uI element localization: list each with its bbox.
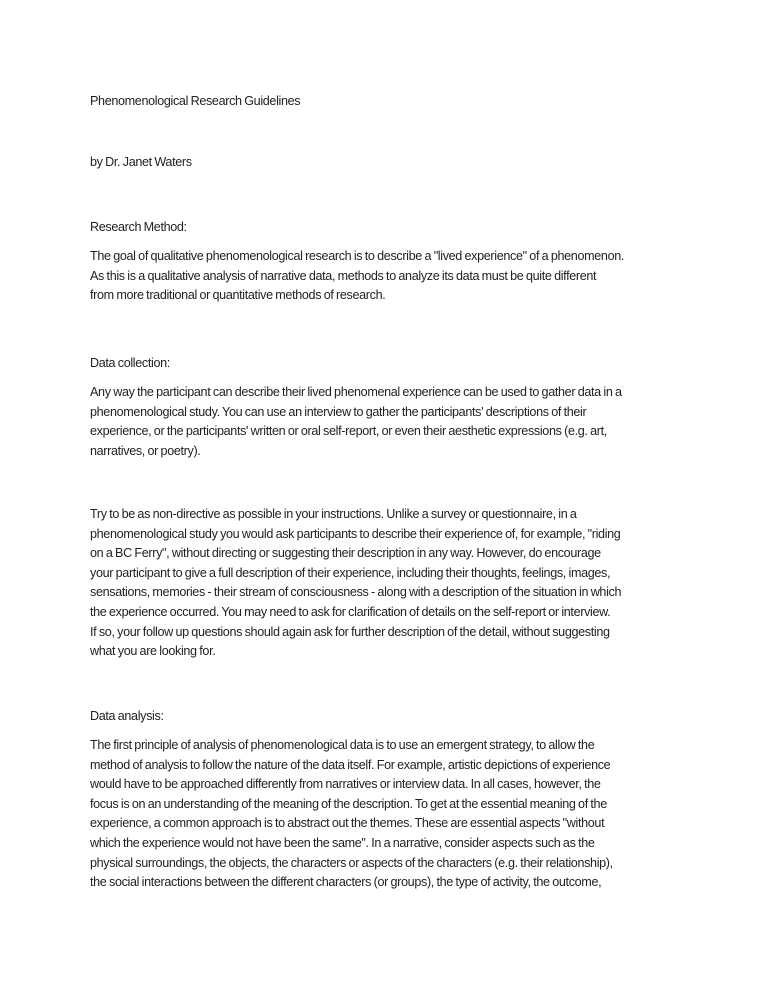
paragraph-line: The first principle of analysis of phenomenological data is to use an emergent strategy, to allow the (90, 738, 595, 752)
paragraph-line: If so, your follow up questions should again ask for further description of the detail, without suggesting (90, 624, 610, 639)
paragraph-line: The goal of qualitative phenomenological research is to describe a "lived experience" of a phenomenon. (90, 249, 625, 263)
paragraph-line: experience, or the participants' written or oral self-report, or even their aesthetic expressions (e.g. art, (90, 424, 607, 439)
paragraph-line: method of analysis to follow the nature of the data itself. For example, artistic depictions of experience (90, 757, 611, 772)
section-heading-data-collection: Data collection: (90, 356, 170, 370)
document-author: by Dr. Janet Waters (90, 155, 192, 169)
data-collection-paragraph-2 (90, 505, 690, 662)
paragraph-line: the social interactions between the different characters (or groups), the type of activity, the outcome, (90, 875, 602, 890)
paragraph-line: phenomenological study you would ask participants to describe their experience of, for example, "riding (90, 526, 621, 541)
paragraph-line: experience, a common approach is to abstract out the themes. These are essential aspects "without (90, 816, 605, 831)
paragraph-line: narratives, or poetry). (90, 443, 201, 458)
paragraph-line: Try to be as non-directive as possible in your instructions. Unlike a survey or questionnaire, in a (90, 507, 577, 521)
paragraph-line: As this is a qualitative analysis of narrative data, methods to analyze its data must be quite different (90, 268, 597, 283)
paragraph-line: your participant to give a full description of their experience, including their thoughts, feelings, images, (90, 565, 611, 580)
research-method-paragraph (90, 247, 690, 306)
paragraph-line: physical surroundings, the objects, the characters or aspects of the characters (e.g. their relationship), (90, 855, 613, 870)
document-title: Phenomenological Research Guidelines (90, 94, 301, 108)
paragraph-line: the experience occurred. You may need to ask for clarification of details on the self-report or interview. (90, 604, 611, 619)
paragraph-line: would have to be approached differently from narratives or interview data. In all cases, however, the (90, 777, 601, 792)
section-heading-research-method: Research Method: (90, 220, 187, 234)
data-collection-paragraph-1 (90, 383, 690, 461)
paragraph-line: phenomenological study. You can use an interview to gather the participants' descriptions of their (90, 404, 587, 419)
paragraph-line: sensations, memories - their stream of consciousness - along with a description of the situation in which (90, 585, 622, 600)
paragraph-line: from more traditional or quantitative methods of research. (90, 288, 386, 303)
paragraph-line: which the experience would not have been the same". In a narrative, consider aspects such as the (90, 835, 595, 850)
section-heading-data-analysis: Data analysis: (90, 709, 164, 723)
paragraph-line: Any way the participant can describe their lived phenomenal experience can be used to gather data in a (90, 385, 622, 399)
data-analysis-paragraph (90, 736, 690, 893)
paragraph-line: what you are looking for. (90, 644, 216, 659)
paragraph-line: on a BC Ferry", without directing or suggesting their description in any way. However, do encourage (90, 546, 601, 561)
paragraph-line: focus is on an understanding of the meaning of the description. To get at the essential meaning of the (90, 796, 607, 811)
